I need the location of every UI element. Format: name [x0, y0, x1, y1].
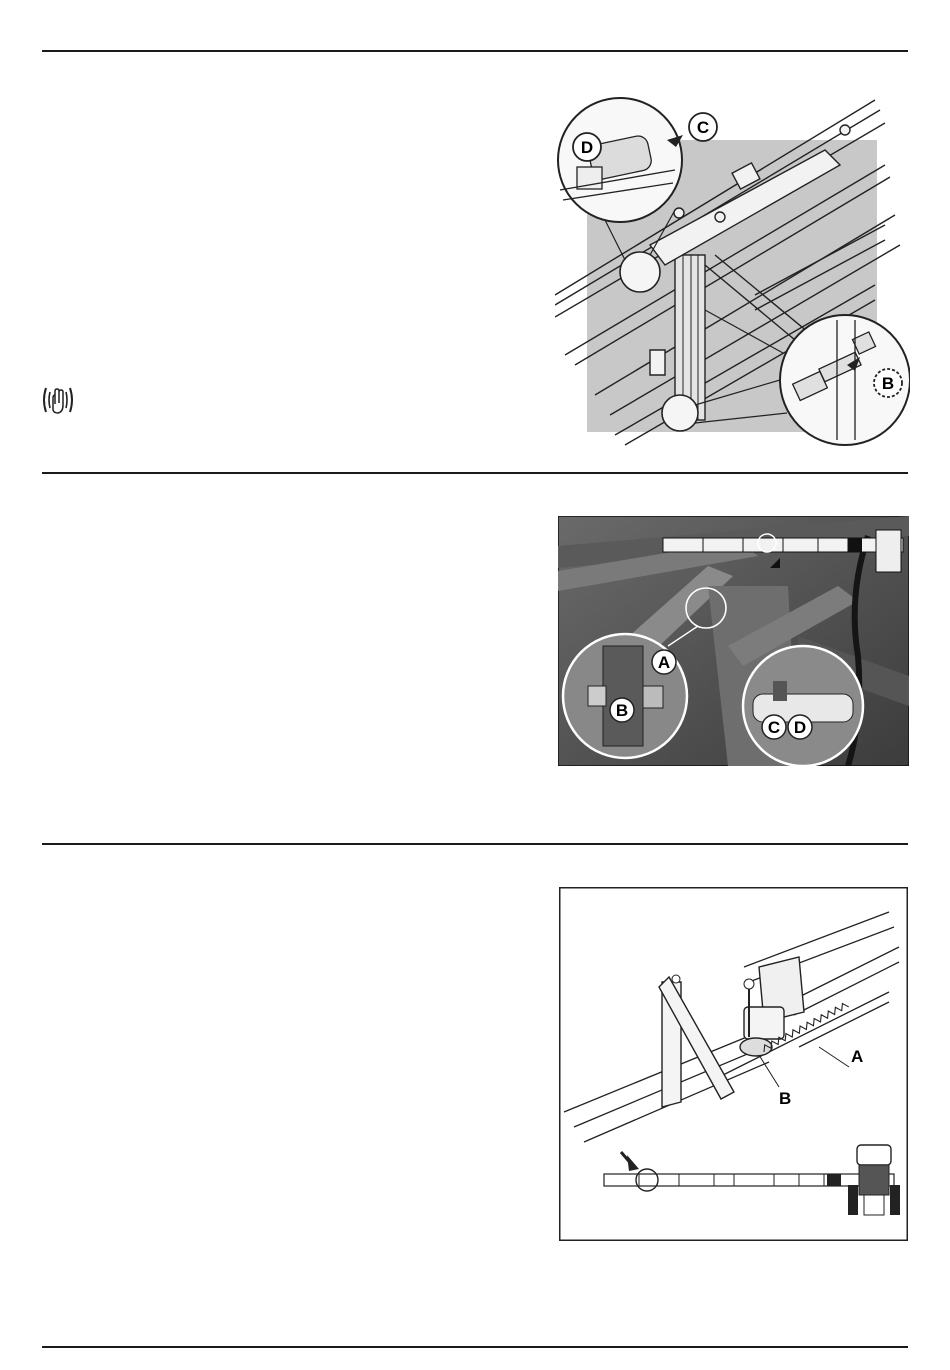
label-a: A [851, 1047, 864, 1066]
callout-b: B [881, 374, 895, 393]
photo-callout-b: B [615, 701, 629, 720]
callout-d: D [580, 138, 594, 157]
section-divider-top [42, 50, 908, 52]
section-divider-bottom [42, 1346, 908, 1348]
section-divider-2 [42, 843, 908, 845]
photo-callout-c: C [767, 718, 781, 737]
frame-photo-figure [558, 516, 909, 766]
breakaway-figure [559, 887, 908, 1241]
callout-c: C [696, 118, 710, 137]
photo-callout-a: A [657, 653, 671, 672]
label-b: B [779, 1089, 792, 1108]
hand-warning-icon [38, 380, 78, 420]
section-divider-1 [42, 472, 908, 474]
photo-callout-d: D [793, 718, 807, 737]
boom-pivot-figure [555, 95, 910, 450]
